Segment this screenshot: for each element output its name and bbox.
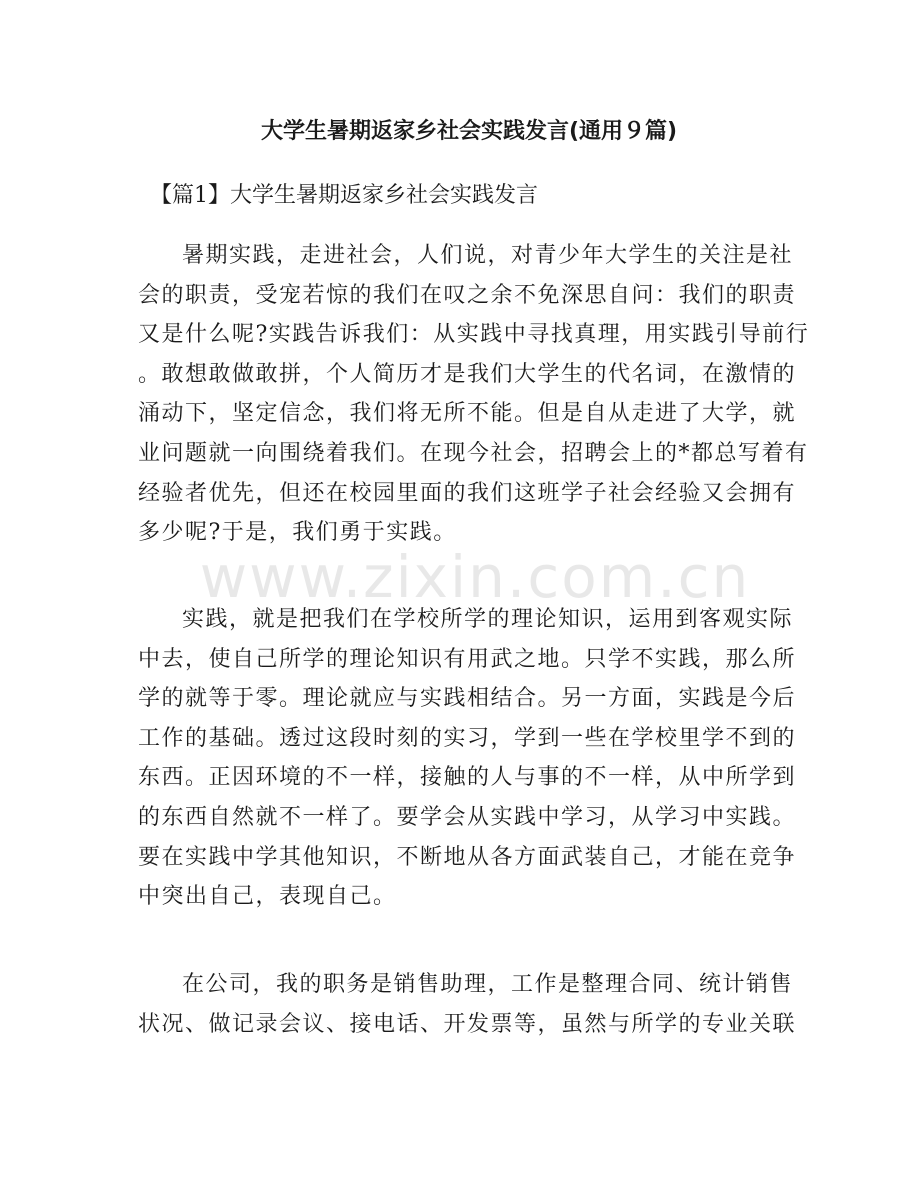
paragraph-line: 的东西自然就不一样了。要学会从实践中学习，从学习中实践。 [138, 804, 797, 830]
paragraph-line: 中突出自己，表现自己。 [138, 884, 397, 910]
paragraph-1 [138, 236, 810, 553]
paragraph-line: 会的职责，受宠若惊的我们在叹之余不免深思自问：我们的职责 [138, 282, 797, 308]
paragraph-3 [138, 965, 797, 1044]
paragraph-line: 暑期实践，走进社会，人们说，对青少年大学生的关注是社 [182, 243, 794, 268]
paragraph-line: 多少呢?于是，我们勇于实践。 [138, 520, 457, 546]
paragraph-line: 要在实践中学其他知识，不断地从各方面武装自己，才能在竞争 [138, 844, 797, 870]
paragraph-line: 在公司，我的职务是销售助理，工作是整理合同、统计销售 [182, 972, 794, 997]
paragraph-line: 东西。正因环境的不一样，接触的人与事的不一样，从中所学到 [138, 765, 797, 791]
paragraph-line: 经验者优先，但还在校园里面的我们这班学子社会经验又会拥有 [138, 480, 797, 506]
paragraph-line: 工作的基础。透过这段时刻的实习，学到一些在学校里学不到的 [138, 725, 797, 751]
paragraph-line: 学的就等于零。理论就应与实践相结合。另一方面，实践是今后 [138, 686, 797, 712]
paragraph-2 [138, 600, 797, 917]
paragraph-line: 状况、做记录会议、接电话、开发票等，虽然与所学的专业关联 [138, 1011, 797, 1037]
paragraph-line: 业问题就一向围绕着我们。在现今社会，招聘会上的*都总写着有 [138, 440, 809, 466]
watermark: www.zixin.com.cn [199, 543, 751, 611]
paragraph-line: 又是什么呢?实践告诉我们：从实践中寻找真理，用实践引导前行 [138, 322, 810, 348]
document-title: 大学生暑期返家乡社会实践发言(通用９篇) [260, 119, 678, 144]
paragraph-line: 中去，使自己所学的理论知识有用武之地。只学不实践，那么所 [138, 646, 797, 672]
paragraph-line: 涌动下，坚定信念，我们将无所不能。但是自从走进了大学，就 [138, 401, 797, 427]
section-heading: 【篇1】大学生暑期返家乡社会实践发言 [150, 183, 538, 208]
paragraph-line: 实践，就是把我们在学校所学的理论知识，运用到客观实际 [182, 607, 794, 632]
paragraph-line: 。敢想敢做敢拼，个人简历才是我们大学生的代名词，在激情的 [138, 361, 797, 387]
